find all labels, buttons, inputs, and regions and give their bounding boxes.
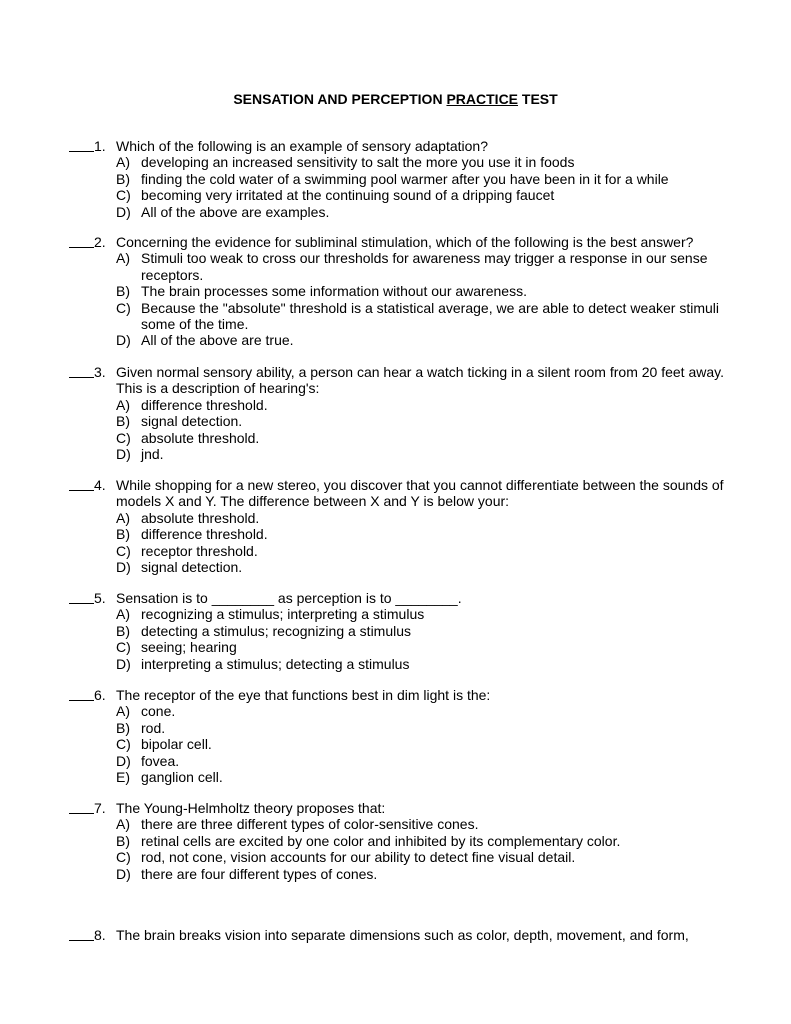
option-letter: A): [116, 250, 130, 267]
question-3: [69, 364, 729, 462]
option-letter: B): [116, 622, 130, 639]
option-text: interpreting a stimulus; detecting a stimulus: [141, 655, 410, 672]
answer-option: [69, 510, 729, 526]
option-text: jnd.: [141, 446, 164, 463]
question-5: [69, 590, 729, 672]
option-text: there are four different types of cones.: [141, 865, 378, 882]
question-number: 3.: [94, 364, 106, 380]
option-text: absolute threshold.: [141, 509, 260, 526]
question-2: [69, 234, 729, 349]
title-underlined-word: PRACTICE: [446, 91, 519, 107]
question-4: [69, 477, 729, 575]
option-text: absolute threshold.: [141, 429, 260, 446]
option-letter: C): [116, 736, 131, 753]
option-letter: B): [116, 526, 130, 543]
answer-option: [69, 639, 729, 655]
option-text: rod, not cone, vision accounts for our ability to detect fine visual detail.: [141, 849, 576, 866]
option-text: The brain processes some information without our awareness.: [141, 283, 527, 300]
page-title: SENSATION AND PERCEPTION PRACTICE TEST: [233, 91, 558, 107]
option-text: Stimuli too weak to cross our thresholds for awareness may trigger a response in our sense receptors.: [141, 250, 708, 283]
answer-option: [69, 171, 729, 187]
answer-option: [69, 833, 729, 849]
question-stem: [69, 590, 729, 606]
question-number: 5.: [94, 590, 106, 606]
question-8: [69, 927, 729, 943]
answer-blank: [69, 138, 94, 152]
option-letter: D): [116, 752, 131, 769]
option-text: signal detection.: [141, 559, 243, 576]
answer-option: [69, 849, 729, 865]
answer-option: [69, 543, 729, 559]
question-number: 2.: [94, 234, 106, 250]
option-text: receptor threshold.: [141, 542, 258, 559]
answer-option: [69, 720, 729, 736]
question-number: 1.: [94, 138, 106, 154]
option-letter: B): [116, 832, 130, 849]
option-letter: C): [116, 429, 131, 446]
question-text: Given normal sensory ability, a person can hear a watch ticking in a silent room from 20 feet away. This is a description of hearing's:: [116, 364, 724, 397]
question-stem: [69, 800, 729, 816]
answer-blank: [69, 687, 94, 701]
question-text: While shopping for a new stereo, you discover that you cannot differentiate between the sounds of models X and Y. The difference between X and Y is below your:: [116, 477, 724, 510]
answer-blank: [69, 927, 94, 941]
answer-option: [69, 300, 729, 333]
option-text: finding the cold water of a swimming pool warmer after you have been in it for a while: [141, 170, 669, 187]
option-text: All of the above are examples.: [141, 203, 330, 220]
option-letter: D): [116, 203, 131, 220]
option-letter: B): [116, 719, 130, 736]
option-letter: D): [116, 655, 131, 672]
option-text: seeing; hearing: [141, 639, 237, 656]
option-text: detecting a stimulus; recognizing a stimulus: [141, 622, 412, 639]
question-stem: [69, 687, 729, 703]
option-text: recognizing a stimulus; interpreting a stimulus: [141, 606, 425, 623]
option-letter: E): [116, 769, 130, 786]
question-number: 6.: [94, 687, 106, 703]
question-number: 7.: [94, 800, 106, 816]
question-7: [69, 800, 729, 882]
option-text: bipolar cell.: [141, 736, 212, 753]
option-text: retinal cells are excited by one color and inhibited by its complementary color.: [141, 832, 621, 849]
question-1: [69, 138, 729, 220]
question-text: The brain breaks vision into separate dimensions such as color, depth, movement, and form,: [116, 927, 689, 943]
answer-option: [69, 283, 729, 299]
answer-blank: [69, 364, 94, 378]
question-stem: [69, 477, 729, 510]
question-number: 8.: [94, 927, 106, 943]
option-letter: C): [116, 542, 131, 559]
option-text: fovea.: [141, 752, 180, 769]
question-number: 4.: [94, 477, 106, 493]
answer-option: [69, 703, 729, 719]
option-text: All of the above are true.: [141, 332, 294, 349]
option-letter: C): [116, 187, 131, 204]
option-letter: D): [116, 865, 131, 882]
question-stem: [69, 927, 729, 943]
option-letter: C): [116, 849, 131, 866]
option-letter: D): [116, 446, 131, 463]
answer-blank: [69, 234, 94, 248]
option-letter: C): [116, 639, 131, 656]
answer-option: [69, 656, 729, 672]
option-text: signal detection.: [141, 413, 243, 430]
answer-option: [69, 559, 729, 575]
option-letter: B): [116, 413, 130, 430]
answer-option: [69, 397, 729, 413]
answer-option: [69, 753, 729, 769]
option-text: difference threshold.: [141, 396, 268, 413]
answer-option: [69, 204, 729, 220]
option-text: there are three different types of color-sensitive cones.: [141, 816, 479, 833]
option-text: ganglion cell.: [141, 769, 223, 786]
question-text: Sensation is to ________ as perception is to ________.: [116, 590, 462, 606]
answer-option: [69, 736, 729, 752]
option-text: rod.: [141, 719, 166, 736]
answer-option: [69, 769, 729, 785]
option-letter: A): [116, 154, 130, 171]
question-text: The receptor of the eye that functions best in dim light is the:: [116, 687, 491, 703]
question-6: [69, 687, 729, 785]
question-text: The Young-Helmholtz theory proposes that:: [116, 800, 386, 816]
answer-option: [69, 332, 729, 348]
answer-blank: [69, 590, 94, 604]
option-letter: A): [116, 606, 130, 623]
option-text: Because the "absolute" threshold is a statistical average, we are able to detect weaker stimuli some of the time.: [141, 299, 720, 333]
question-text: Which of the following is an example of sensory adaptation?: [116, 138, 488, 154]
question-text: Concerning the evidence for subliminal stimulation, which of the following is the best answer?: [116, 234, 694, 250]
option-letter: A): [116, 816, 130, 833]
question-stem: [69, 234, 729, 250]
answer-option: [69, 430, 729, 446]
answer-option: [69, 606, 729, 622]
answer-option: [69, 446, 729, 462]
option-letter: A): [116, 703, 130, 720]
answer-option: [69, 866, 729, 882]
option-letter: B): [116, 283, 130, 300]
option-text: cone.: [141, 703, 176, 720]
option-text: developing an increased sensitivity to salt the more you use it in foods: [141, 154, 575, 171]
option-text: difference threshold.: [141, 526, 268, 543]
answer-option: [69, 250, 729, 283]
answer-option: [69, 413, 729, 429]
answer-option: [69, 816, 729, 832]
option-text: becoming very irritated at the continuing sound of a dripping faucet: [141, 187, 555, 204]
answer-option: [69, 526, 729, 542]
answer-option: [69, 623, 729, 639]
question-stem: [69, 138, 729, 154]
answer-option: [69, 187, 729, 203]
option-letter: A): [116, 396, 130, 413]
answer-option: [69, 154, 729, 170]
option-letter: D): [116, 332, 131, 349]
option-letter: C): [116, 299, 131, 316]
option-letter: A): [116, 509, 130, 526]
answer-blank: [69, 800, 94, 814]
option-letter: B): [116, 170, 130, 187]
answer-blank: [69, 477, 94, 491]
question-stem: [69, 364, 729, 397]
option-letter: D): [116, 559, 131, 576]
